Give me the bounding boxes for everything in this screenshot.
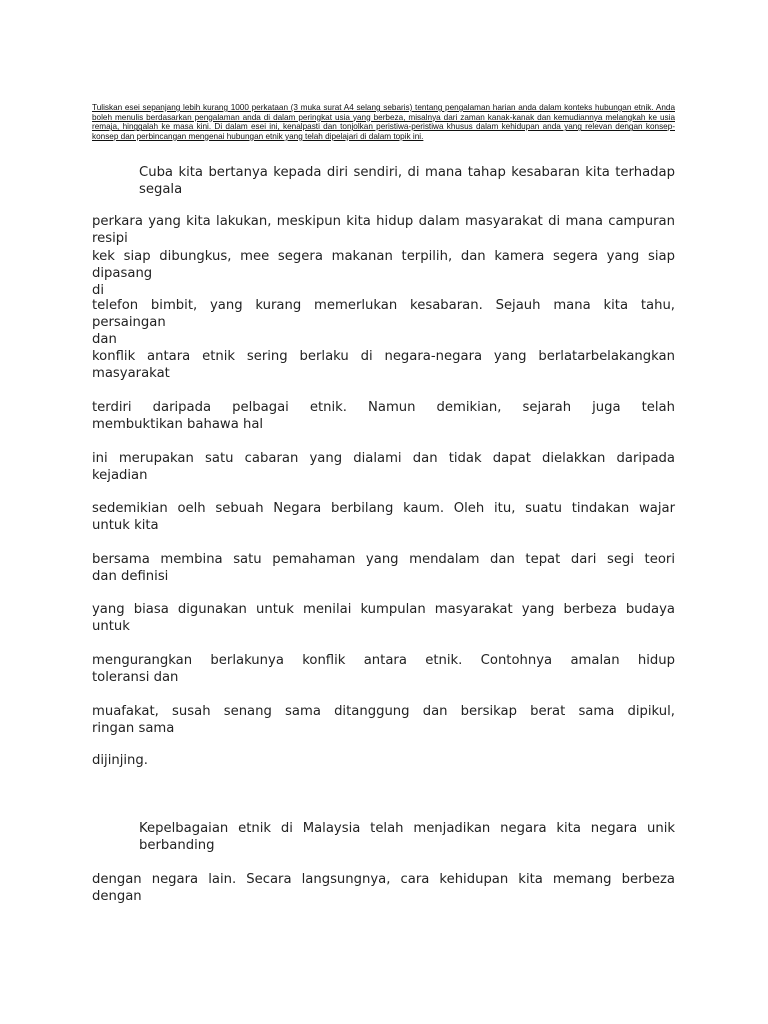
essay-line-9	[92, 551, 675, 585]
essay-line-4	[92, 297, 675, 348]
essay-line-15	[92, 871, 675, 905]
essay-line-1	[92, 164, 675, 198]
line-1-main: Cuba kita bertanya kepada diri sendiri, di mana tahap kesabaran kita terhadap	[139, 165, 675, 180]
essay-line-13	[92, 752, 675, 769]
line-12-main: muafakat, susah senang sama ditanggung dan bersikap berat sama dipikul,	[92, 704, 675, 719]
essay-line-3	[92, 248, 675, 299]
line-8-wrap: untuk kita	[92, 518, 159, 533]
line-14-main: Kepelbagaian etnik di Malaysia telah menjadikan negara kita negara unik	[139, 821, 675, 836]
line-11-main: mengurangkan berlakunya konflik antara etnik. Contohnya amalan hidup	[92, 653, 675, 668]
line-5-main: konflik antara etnik sering berlaku di negara-negara yang berlatarbelakangkan	[92, 349, 675, 364]
line-1-wrap: segala	[139, 182, 183, 197]
line-4-wrap: dan	[92, 332, 117, 347]
line-13-main: dijinjing.	[92, 753, 148, 768]
line-14-wrap: berbanding	[139, 838, 215, 853]
line-6-wrap: membuktikan bahawa hal	[92, 417, 264, 432]
line-9-main: bersama membina satu pemahaman yang mendalam dan tepat dari segi teori	[92, 552, 675, 567]
line-5-wrap: masyarakat	[92, 366, 170, 381]
line-15-main: dengan negara lain. Secara langsungnya, cara kehidupan kita memang berbeza	[92, 872, 675, 887]
line-15-wrap: dengan	[92, 889, 142, 904]
line-7-main: ini merupakan satu cabaran yang dialami dan tidak dapat dielakkan daripada	[92, 451, 675, 466]
line-6-main: terdiri daripada pelbagai etnik. Namun demikian, sejarah juga telah	[92, 400, 675, 415]
assignment-instruction: Tuliskan esei sepanjang lebih kurang 1000 perkataan (3 muka surat A4 selang sebaris) tentang pengalaman harian anda dalam konteks hubungan etnik. Anda boleh menulis berdasarkan pengalaman anda di dalam peringkat usia yang berbeza, misalnya dari zaman kanak-kanak dan kemudiannya melangkah ke usia remaja, hinggalah ke masa kini. Di dalam esei ini, kenalpasti dan tonjolkan peristiwa-peristiwa khusus dalam kehidupan anda yang relevan dengan konsep-konsep dan perbincangan mengenai hubungan etnik yang telah dipelajari di dalam topik ini.	[92, 103, 675, 141]
essay-line-12	[92, 703, 675, 737]
essay-line-14	[92, 820, 675, 854]
line-4-main: telefon bimbit, yang kurang memerlukan kesabaran. Sejauh mana kita tahu, persaingan	[92, 298, 675, 330]
line-10-main: yang biasa digunakan untuk menilai kumpulan masyarakat yang berbeza budaya	[92, 602, 675, 617]
line-3-main: kek siap dibungkus, mee segera makanan terpilih, dan kamera segera yang siap dipasang	[92, 249, 675, 281]
line-10-wrap: untuk	[92, 619, 130, 634]
essay-line-8	[92, 500, 675, 534]
line-12-wrap: ringan sama	[92, 721, 175, 736]
line-7-wrap: kejadian	[92, 468, 148, 483]
essay-line-7	[92, 450, 675, 484]
essay-line-5	[92, 348, 675, 382]
essay-line-10	[92, 601, 675, 635]
line-9-wrap: dan definisi	[92, 569, 169, 584]
line-2-main: perkara yang kita lakukan, meskipun kita hidup dalam masyarakat di mana campuran resipi	[92, 214, 675, 246]
line-11-wrap: toleransi dan	[92, 670, 179, 685]
essay-line-6	[92, 399, 675, 433]
line-8-main: sedemikian oelh sebuah Negara berbilang kaum. Oleh itu, suatu tindakan wajar	[92, 501, 675, 516]
essay-line-11	[92, 652, 675, 686]
essay-line-2	[92, 213, 675, 247]
line-3-wrap: di	[92, 283, 105, 298]
